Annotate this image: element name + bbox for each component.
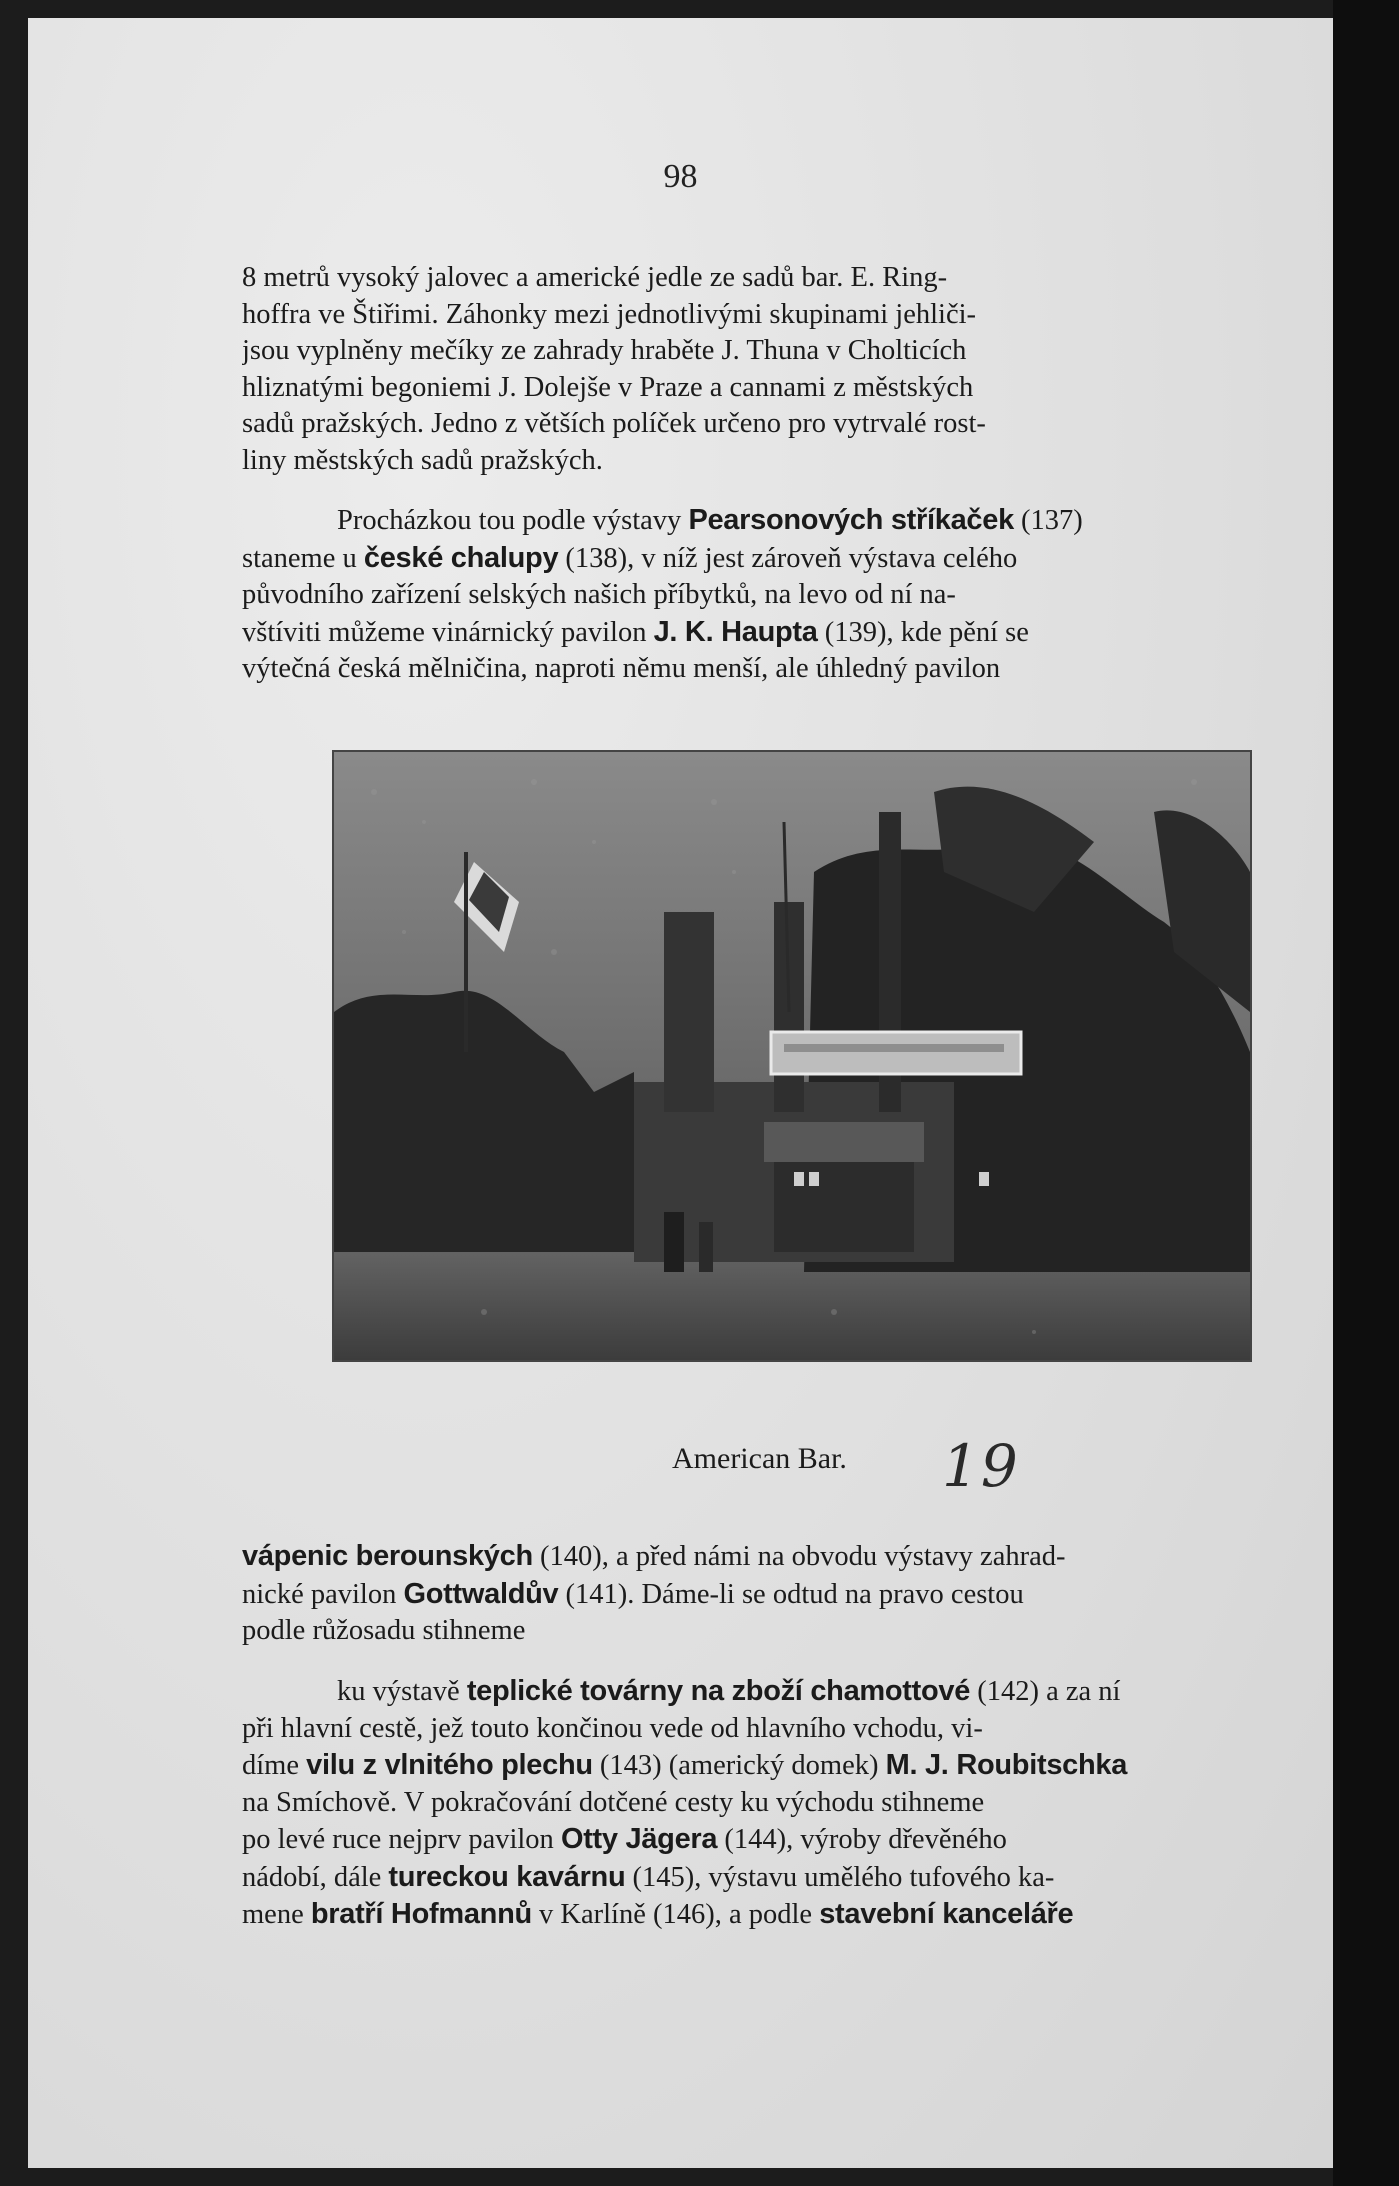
text-line [242, 540, 1333, 578]
text-run: při hlavní cestě, jež touto končinou vede od hlavního vchodu, vi- [242, 1712, 983, 1744]
text-run: (138), v níž jest zároveň výstava celého [558, 542, 1018, 574]
text-line [242, 1821, 1333, 1859]
text-line [242, 577, 1333, 614]
paragraph-4 [242, 1673, 1333, 1934]
text-run: díme [242, 1750, 307, 1781]
text-run: Procházkou tou podle výstavy [337, 505, 689, 536]
bold-name-run: Pearsonových stříkaček [688, 504, 1014, 536]
bold-name-run: tureckou kavárnu [388, 1860, 626, 1893]
text-run: (145), výstavu umělého tufového ka- [625, 1861, 1055, 1893]
text-run: (137) [1013, 505, 1083, 536]
text-run: vštíviti můžeme vinárnický pavilon [242, 616, 654, 648]
text-line: 8 metrů vysoký jalovec a americké jedle ze sadů bar. E. Ring- [242, 262, 948, 293]
text-line [242, 614, 1333, 652]
bold-name-run: české chalupy [363, 541, 559, 574]
bold-name-run: teplické továrny na zboží chamottové [466, 1675, 971, 1707]
paragraph-1 [242, 260, 1333, 479]
text-run: (142) a za ní [970, 1676, 1121, 1707]
bold-name-run: J. K. Haupta [653, 615, 818, 648]
bold-name-run: Otty Jägera [560, 1823, 718, 1855]
text-run: na Smíchově. V pokračování dotčené cesty ku východu stihneme [242, 1786, 985, 1818]
text-line: sadů pražských. Jedno z větších políček určeno pro vytrvalé rost- [242, 408, 986, 439]
page-edge-shadow [1333, 0, 1399, 2186]
text-line: liny městských sadů pražských. [242, 444, 603, 476]
text-run: (143) (americký domek) [592, 1750, 886, 1781]
text-run: mene [242, 1899, 311, 1930]
text-run: původního zařízení selských našich příbytků, na levo od ní na- [242, 579, 956, 610]
figure-caption: American Bar. [672, 1442, 847, 1475]
text-line [242, 502, 1333, 540]
page-number: 98 [663, 158, 698, 195]
text-line [242, 1785, 1333, 1822]
paragraph-2 [242, 502, 1333, 688]
text-run: výtečná česká mělničina, naproti němu menší, ale úhledný pavilon [242, 653, 1001, 684]
bold-name-run: vápenic berounských [242, 1540, 533, 1572]
text-line: hliznatými begoniemi J. Dolejše v Praze a cannami z městských [242, 371, 974, 403]
text-run: staneme u [242, 542, 364, 574]
text-line: jsou vyplněny mečíky ze zahrady hraběte J. Thuna v Cholticích [242, 335, 967, 366]
text-line [242, 1576, 1333, 1614]
text-run: (141). Dáme-li se odtud na pravo cestou [558, 1578, 1024, 1610]
text-line [242, 1711, 1333, 1748]
handwritten-note: 19 [942, 1432, 1020, 1500]
text-line [242, 651, 1333, 688]
text-run: podle růžosadu stihneme [242, 1615, 526, 1646]
bold-name-run: Gottwaldův [403, 1577, 559, 1610]
text-run: v Karlíně (146), a podle [531, 1899, 820, 1930]
text-line: hoffra ve Štiřimi. Záhonky mezi jednotlivými skupinami jehliči- [242, 298, 977, 330]
text-line [242, 1859, 1333, 1897]
text-line [242, 1896, 1333, 1934]
text-run: nádobí, dále [242, 1861, 389, 1893]
text-run: (139), kde pění se [817, 616, 1029, 648]
bold-name-run: M. J. Roubitschka [885, 1749, 1128, 1781]
text-line [242, 1673, 1333, 1711]
text-run: ku výstavě [337, 1676, 467, 1707]
text-line [242, 1747, 1333, 1785]
bold-name-run: stavební kanceláře [819, 1898, 1074, 1930]
text-run: (144), výroby dřevěného [717, 1824, 1007, 1855]
bold-name-run: vilu z vlnitého plechu [306, 1749, 593, 1781]
paragraph-3 [242, 1538, 1333, 1650]
photograph-american-bar [332, 750, 1252, 1362]
text-run: (140), a před námi na obvodu výstavy zahrad- [532, 1541, 1066, 1572]
text-line [242, 1538, 1333, 1576]
book-page [28, 18, 1333, 2168]
photo-illustration [334, 752, 1250, 1360]
text-line [242, 1613, 1333, 1650]
bold-name-run: bratří Hofmannů [310, 1898, 532, 1930]
text-run: po levé ruce nejprv pavilon [242, 1824, 561, 1855]
text-run: nické pavilon [242, 1578, 404, 1610]
